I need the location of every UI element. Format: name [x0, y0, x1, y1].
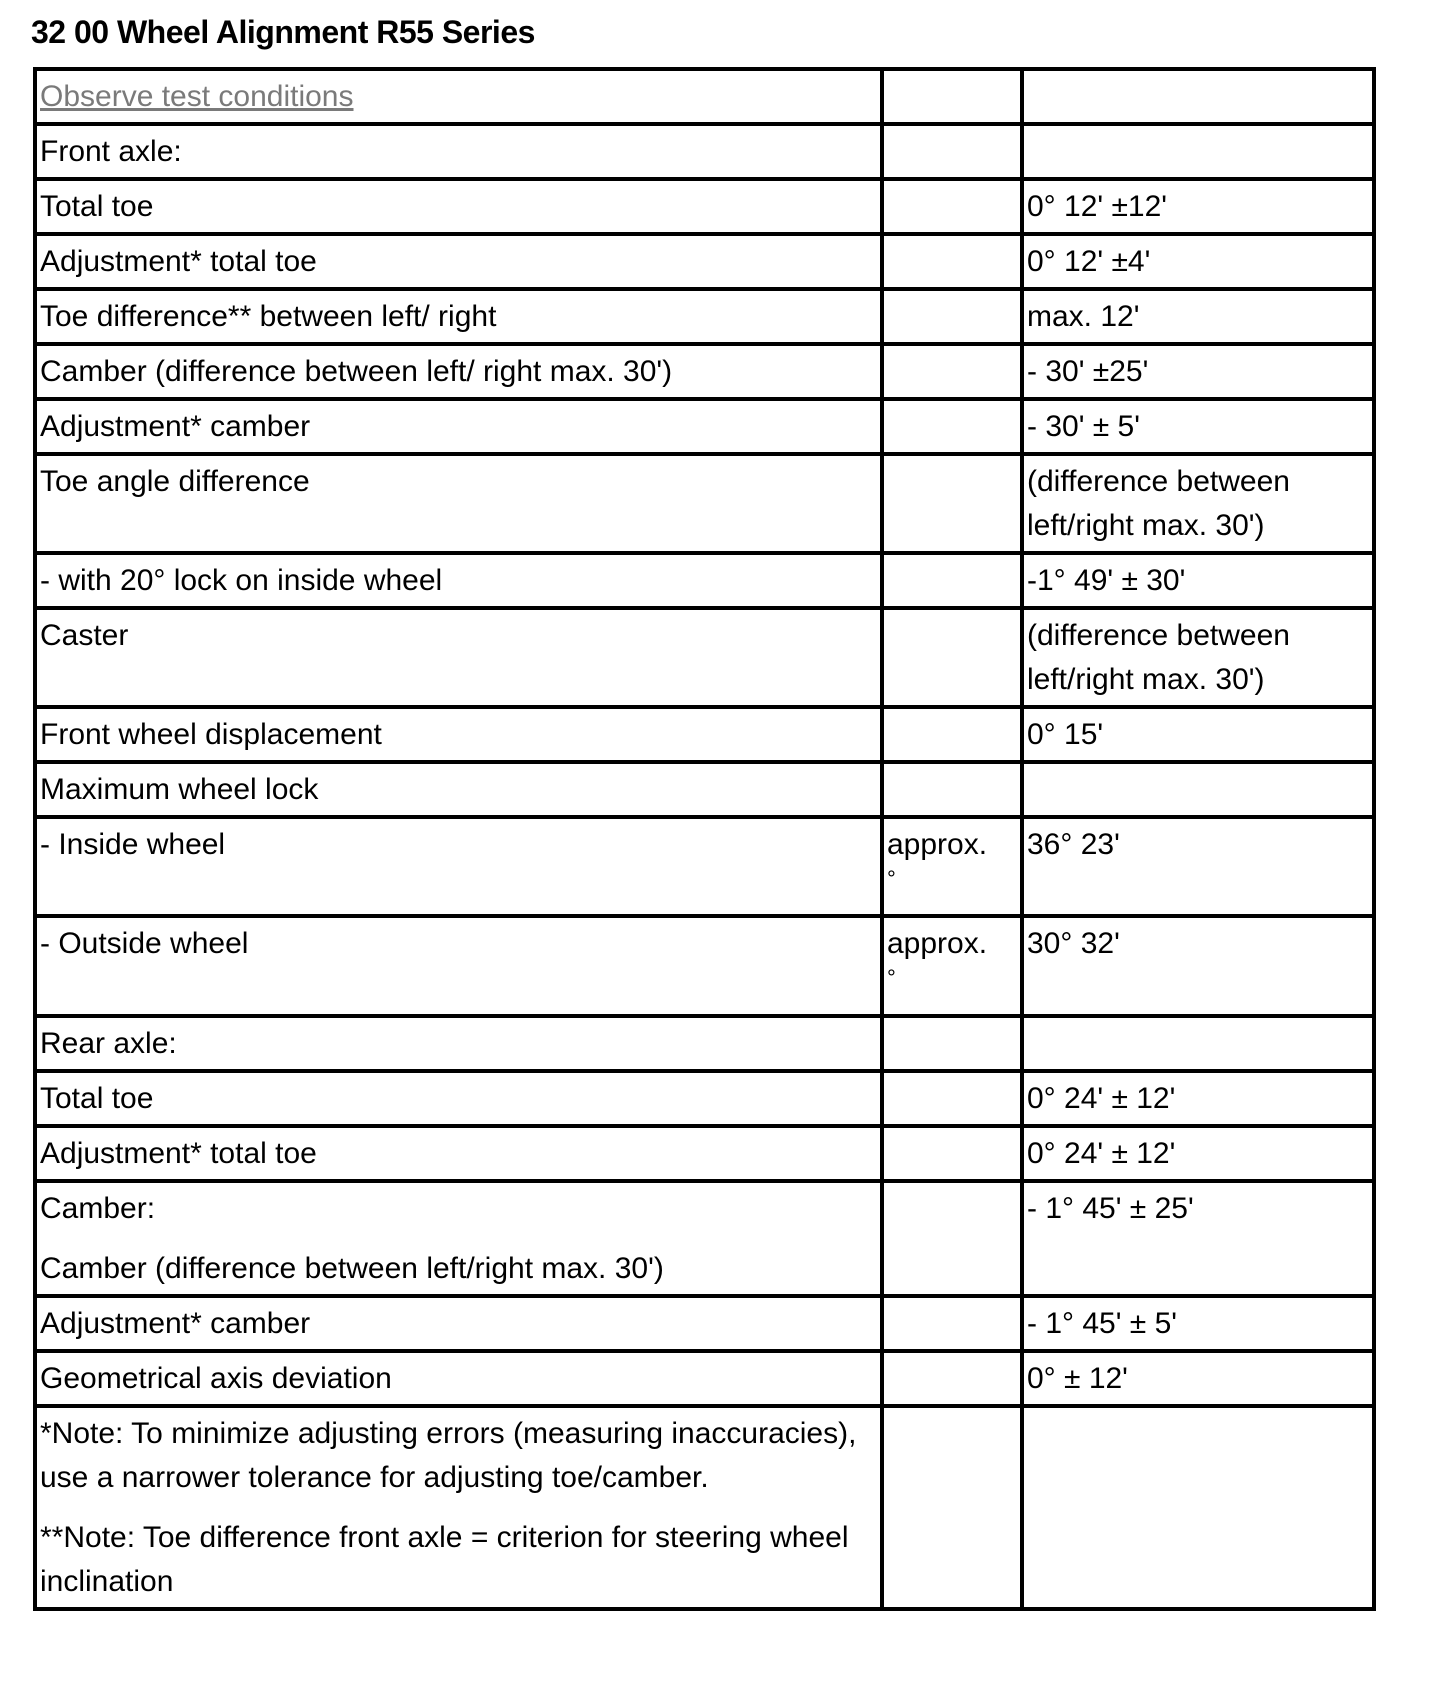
- unit-cell: [882, 289, 1022, 344]
- unit-cell: [882, 1181, 1022, 1296]
- table-row: [35, 454, 1374, 553]
- notes-cell: [35, 1406, 882, 1609]
- unit-cell: [882, 344, 1022, 399]
- label-cell: - with 20° lock on inside wheel: [35, 553, 882, 608]
- table-row: [35, 817, 1374, 916]
- unit-cell: [882, 1351, 1022, 1406]
- label-cell: Maximum wheel lock: [35, 762, 882, 817]
- unit-cell: [882, 1296, 1022, 1351]
- table-row: [35, 916, 1374, 1016]
- value-cell: 0° ± 12': [1022, 1351, 1374, 1406]
- unit-cell: [882, 762, 1022, 817]
- value-cell: - 1° 45' ± 25': [1022, 1181, 1374, 1296]
- unit-cell: [882, 69, 1022, 124]
- label-cell: Adjustment* camber: [35, 1296, 882, 1351]
- table-row: [35, 707, 1374, 762]
- value-cell: [1022, 1406, 1374, 1609]
- table-row: [35, 289, 1374, 344]
- label-cell: Adjustment* total toe: [35, 1126, 882, 1181]
- table-row: [35, 69, 1374, 124]
- unit-cell: [882, 234, 1022, 289]
- note-adjusting-errors: *Note: To minimize adjusting errors (measuring inaccuracies), use a narrower tolerance for adjusting toe/camber.: [40, 1417, 857, 1494]
- table-row: [35, 1126, 1374, 1181]
- label-cell: - Outside wheel: [35, 916, 882, 1016]
- table-row: [35, 399, 1374, 454]
- label-cell: Camber (difference between left/ right max. 30'): [35, 344, 882, 399]
- value-cell: 30° 32': [1022, 916, 1374, 1016]
- label-cell: Rear axle:: [35, 1016, 882, 1071]
- unit-cell: [882, 817, 1022, 916]
- value-cell: - 1° 45' ± 5': [1022, 1296, 1374, 1351]
- table-row: [35, 1351, 1374, 1406]
- page-title: 32 00 Wheel Alignment R55 Series: [31, 14, 535, 50]
- unit-cell: [882, 608, 1022, 707]
- label-cell: Front wheel displacement: [35, 707, 882, 762]
- unit-cell: [882, 179, 1022, 234]
- value-cell: 0° 12' ±4': [1022, 234, 1374, 289]
- table-row: [35, 608, 1374, 707]
- wheel-alignment-table: [33, 67, 1376, 1611]
- table-row: [35, 234, 1374, 289]
- table-row: [35, 1181, 1374, 1296]
- unit-cell: [882, 916, 1022, 1016]
- camber-heading: Camber:: [40, 1192, 156, 1225]
- value-cell: [1022, 69, 1374, 124]
- table-row: [35, 179, 1374, 234]
- label-cell: Toe difference** between left/ right: [35, 289, 882, 344]
- value-cell: -1° 49' ± 30': [1022, 553, 1374, 608]
- unit-cell: [882, 1406, 1022, 1609]
- unit-cell: [882, 707, 1022, 762]
- value-cell: 0° 15': [1022, 707, 1374, 762]
- unit-cell: [882, 1016, 1022, 1071]
- value-cell: [1022, 1016, 1374, 1071]
- label-cell: Adjustment* total toe: [35, 234, 882, 289]
- unit-text: approx.: [887, 828, 988, 861]
- value-cell: 0° 24' ± 12': [1022, 1126, 1374, 1181]
- value-cell: [1022, 762, 1374, 817]
- unit-cell: [882, 399, 1022, 454]
- unit-cell: [882, 1071, 1022, 1126]
- label-cell: Adjustment* camber: [35, 399, 882, 454]
- label-cell: Toe angle difference: [35, 454, 882, 553]
- unit-text: approx.: [887, 927, 988, 960]
- value-cell: [1022, 124, 1374, 179]
- note-toe-difference: **Note: Toe difference front axle = criterion for steering wheel inclination: [40, 1521, 849, 1598]
- notes-row: [35, 1406, 1374, 1609]
- label-cell: [35, 69, 882, 124]
- table-row: [35, 1296, 1374, 1351]
- unit-cell: [882, 124, 1022, 179]
- label-cell: - Inside wheel: [35, 817, 882, 916]
- value-cell: 36° 23': [1022, 817, 1374, 916]
- value-cell: - 30' ± 5': [1022, 399, 1374, 454]
- unit-cell: [882, 1126, 1022, 1181]
- table-row: [35, 344, 1374, 399]
- label-cell: Total toe: [35, 179, 882, 234]
- unit-cell: [882, 553, 1022, 608]
- label-cell: [35, 1181, 882, 1296]
- label-cell: Front axle:: [35, 124, 882, 179]
- value-cell: (difference between left/right max. 30'): [1022, 608, 1374, 707]
- value-cell: max. 12': [1022, 289, 1374, 344]
- table-row: [35, 1016, 1374, 1071]
- value-cell: (difference between left/right max. 30'): [1022, 454, 1374, 553]
- camber-difference-text: Camber (difference between left/right max. 30'): [40, 1252, 664, 1285]
- value-cell: - 30' ±25': [1022, 344, 1374, 399]
- table-row: [35, 1071, 1374, 1126]
- observe-test-conditions-link[interactable]: Observe test conditions: [40, 80, 354, 113]
- label-cell: Geometrical axis deviation: [35, 1351, 882, 1406]
- unit-cell: [882, 454, 1022, 553]
- table-row: [35, 553, 1374, 608]
- label-cell: Caster: [35, 608, 882, 707]
- degree-symbol: °: [887, 965, 896, 990]
- value-cell: 0° 12' ±12': [1022, 179, 1374, 234]
- degree-symbol: °: [887, 866, 896, 891]
- label-cell: Total toe: [35, 1071, 882, 1126]
- table-row: [35, 762, 1374, 817]
- value-cell: 0° 24' ± 12': [1022, 1071, 1374, 1126]
- table-row: [35, 124, 1374, 179]
